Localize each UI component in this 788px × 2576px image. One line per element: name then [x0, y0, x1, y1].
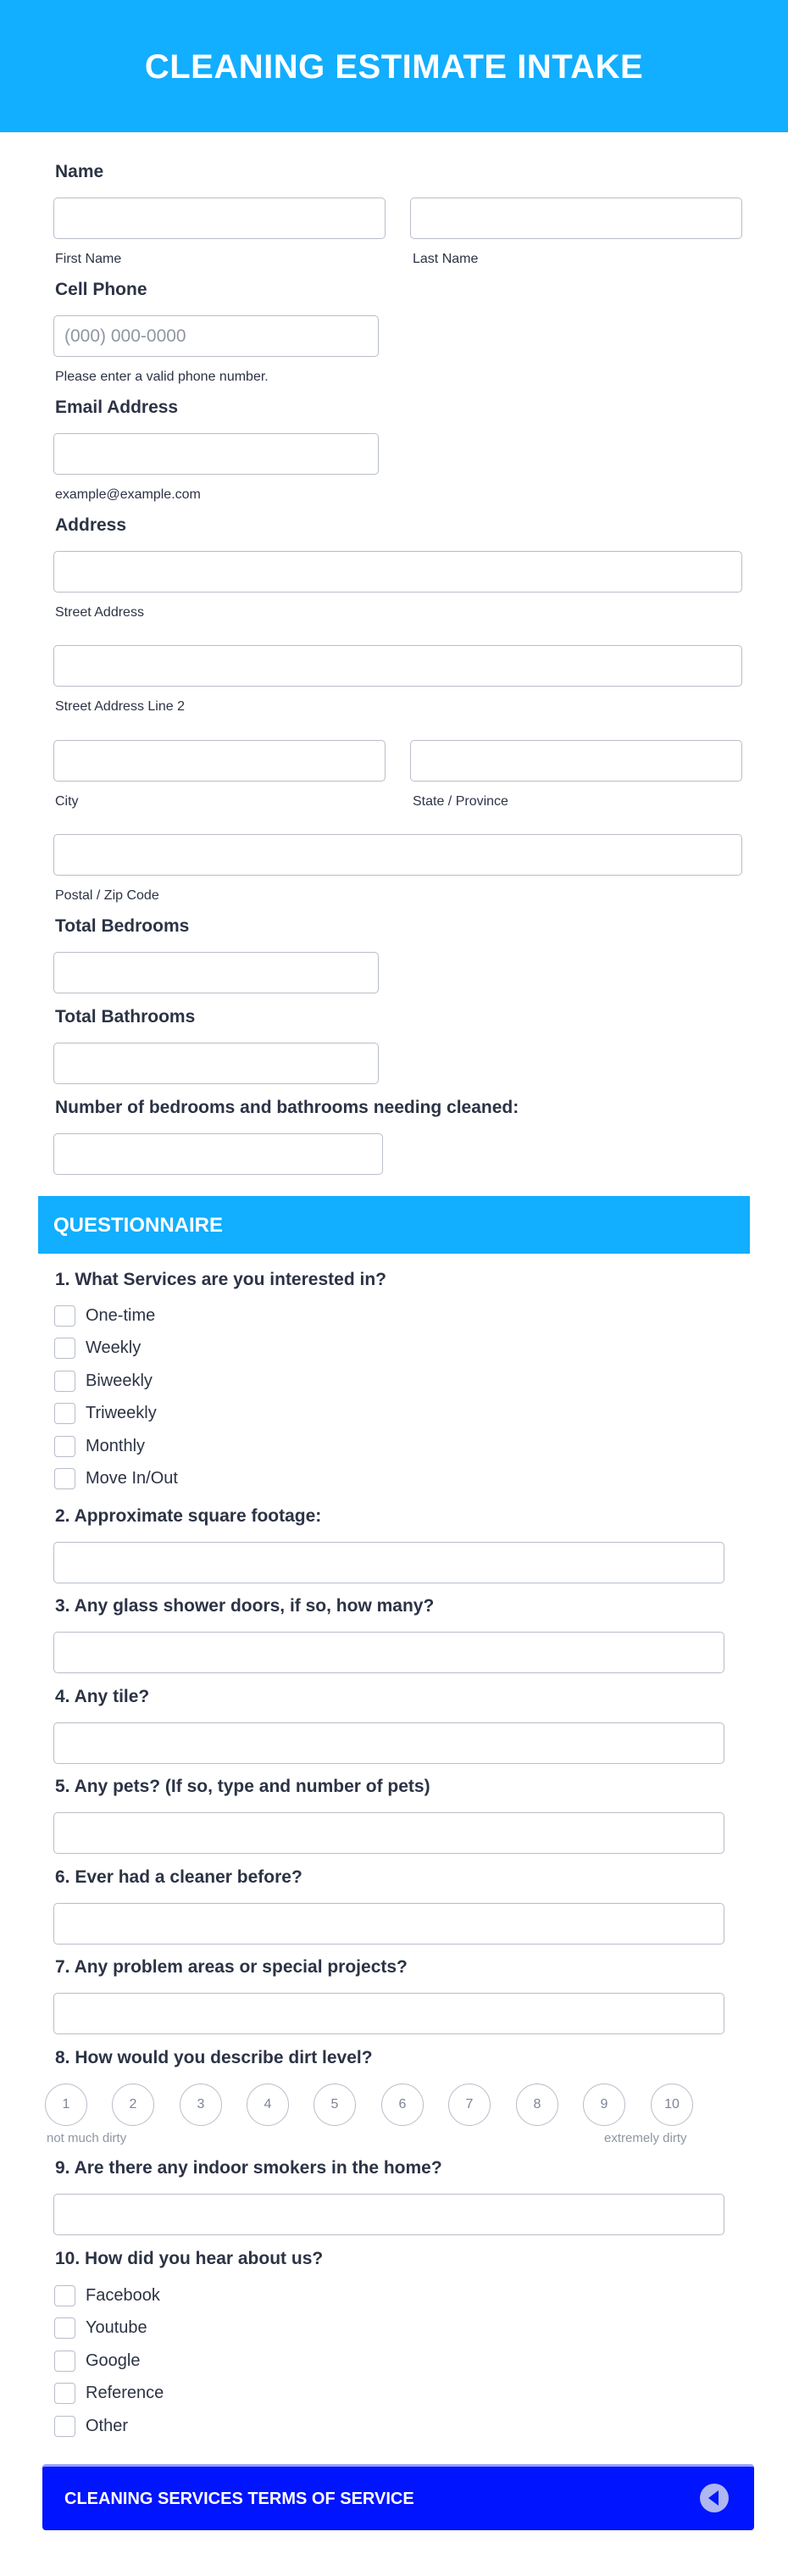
option-label: Monthly: [86, 1436, 146, 1455]
terms-of-service-bar[interactable]: [42, 2464, 754, 2530]
q1-option-weekly[interactable]: [54, 1337, 141, 1359]
form-title: CLEANING ESTIMATE INTAKE: [144, 47, 644, 86]
form-header: [0, 0, 788, 132]
option-label: Other: [86, 2416, 129, 2435]
q4-label: 4. Any tile?: [55, 1687, 150, 1706]
street-address-line2-input[interactable]: [53, 645, 742, 687]
checkbox[interactable]: [54, 1371, 75, 1392]
cell-phone-hint: Please enter a valid phone number.: [55, 370, 269, 384]
q9-smokers-input[interactable]: [53, 2194, 724, 2235]
q1-option-one-time[interactable]: [54, 1305, 155, 1327]
q8-label: 8. How would you describe dirt level?: [55, 2048, 373, 2067]
q10-option-other[interactable]: [54, 2415, 128, 2437]
q2-label: 2. Approximate square footage:: [55, 1506, 322, 1526]
q7-label: 7. Any problem areas or special projects?: [55, 1957, 408, 1977]
q1-label: 1. What Services are you interested in?: [55, 1270, 386, 1289]
zip-input[interactable]: [53, 834, 742, 876]
cell-phone-input[interactable]: [53, 315, 379, 357]
last-name-input[interactable]: [410, 198, 742, 239]
q5-label: 5. Any pets? (If so, type and number of pets): [55, 1777, 430, 1796]
q1-option-triweekly[interactable]: [54, 1402, 157, 1424]
total-bedrooms-input[interactable]: [53, 952, 379, 993]
checkbox[interactable]: [54, 2351, 75, 2372]
checkbox[interactable]: [54, 1403, 75, 1424]
option-label: Google: [86, 2351, 141, 2370]
q3-label: 3. Any glass shower doors, if so, how many?: [55, 1596, 435, 1616]
dirt-level-5[interactable]: 5: [314, 2084, 356, 2126]
q6-previous-cleaner-input[interactable]: [53, 1903, 724, 1945]
dirt-level-6[interactable]: 6: [381, 2084, 424, 2126]
q9-label: 9. Are there any indoor smokers in the home?: [55, 2158, 442, 2178]
q10-option-facebook[interactable]: [54, 2284, 160, 2306]
q10-option-reference[interactable]: [54, 2382, 164, 2404]
address-label: Address: [55, 515, 127, 535]
collapse-arrow-icon[interactable]: [700, 2484, 729, 2512]
checkbox[interactable]: [54, 2383, 75, 2404]
checkbox[interactable]: [54, 1338, 75, 1359]
street-address-sublabel: Street Address: [55, 605, 144, 620]
dirt-level-high-hint: extremely dirty: [604, 2131, 687, 2145]
questionnaire-header: [38, 1196, 750, 1254]
option-label: One-time: [86, 1305, 156, 1325]
q1-option-monthly[interactable]: [54, 1435, 145, 1457]
dirt-level-2[interactable]: 2: [112, 2084, 154, 2126]
name-label: Name: [55, 162, 104, 181]
option-label: Move In/Out: [86, 1468, 178, 1488]
q2-square-footage-input[interactable]: [53, 1542, 724, 1583]
dirt-level-10[interactable]: 10: [651, 2084, 693, 2126]
option-label: Biweekly: [86, 1371, 153, 1390]
dirt-level-low-hint: not much dirty: [47, 2131, 127, 2145]
checkbox[interactable]: [54, 2317, 75, 2339]
dirt-level-1[interactable]: 1: [45, 2084, 87, 2126]
dirt-level-9[interactable]: 9: [583, 2084, 625, 2126]
email-hint: example@example.com: [55, 487, 201, 502]
rooms-needing-cleaned-label: Number of bedrooms and bathrooms needing cleaned:: [55, 1098, 519, 1117]
q10-option-youtube[interactable]: [54, 2317, 147, 2339]
dirt-level-4[interactable]: 4: [247, 2084, 289, 2126]
first-name-input[interactable]: [53, 198, 386, 239]
q10-label: 10. How did you hear about us?: [55, 2249, 324, 2268]
q7-problem-areas-input[interactable]: [53, 1993, 724, 2034]
q1-option-move-in-out[interactable]: [54, 1467, 178, 1489]
option-label: Weekly: [86, 1338, 142, 1357]
option-label: Facebook: [86, 2285, 160, 2305]
cell-phone-label: Cell Phone: [55, 280, 147, 299]
city-input[interactable]: [53, 740, 386, 782]
zip-sublabel: Postal / Zip Code: [55, 888, 159, 903]
checkbox[interactable]: [54, 2285, 75, 2306]
checkbox[interactable]: [54, 2416, 75, 2437]
terms-of-service-title: CLEANING SERVICES TERMS OF SERVICE: [64, 2490, 414, 2508]
checkbox[interactable]: [54, 1305, 75, 1327]
first-name-sublabel: First Name: [55, 252, 122, 266]
city-sublabel: City: [55, 794, 79, 809]
checkbox[interactable]: [54, 1436, 75, 1457]
q6-label: 6. Ever had a cleaner before?: [55, 1867, 302, 1887]
option-label: Reference: [86, 2383, 164, 2402]
q10-option-google[interactable]: [54, 2350, 141, 2372]
q3-glass-doors-input[interactable]: [53, 1632, 724, 1673]
dirt-level-8[interactable]: 8: [516, 2084, 558, 2126]
total-bathrooms-label: Total Bathrooms: [55, 1007, 196, 1027]
q5-pets-input[interactable]: [53, 1812, 724, 1854]
street-address-line2-sublabel: Street Address Line 2: [55, 699, 185, 714]
total-bathrooms-input[interactable]: [53, 1043, 379, 1084]
total-bedrooms-label: Total Bedrooms: [55, 916, 190, 936]
option-label: Triweekly: [86, 1403, 157, 1422]
q1-option-biweekly[interactable]: [54, 1370, 153, 1392]
option-label: Youtube: [86, 2317, 147, 2337]
q4-tile-input[interactable]: [53, 1722, 724, 1764]
checkbox[interactable]: [54, 1468, 75, 1489]
dirt-level-3[interactable]: 3: [180, 2084, 222, 2126]
rooms-needing-cleaned-input[interactable]: [53, 1133, 383, 1175]
questionnaire-title: QUESTIONNAIRE: [53, 1214, 224, 1237]
email-label: Email Address: [55, 398, 179, 417]
street-address-input[interactable]: [53, 551, 742, 593]
dirt-level-7[interactable]: 7: [448, 2084, 491, 2126]
state-sublabel: State / Province: [413, 794, 508, 809]
email-input[interactable]: [53, 433, 379, 475]
state-input[interactable]: [410, 740, 742, 782]
last-name-sublabel: Last Name: [413, 252, 479, 266]
